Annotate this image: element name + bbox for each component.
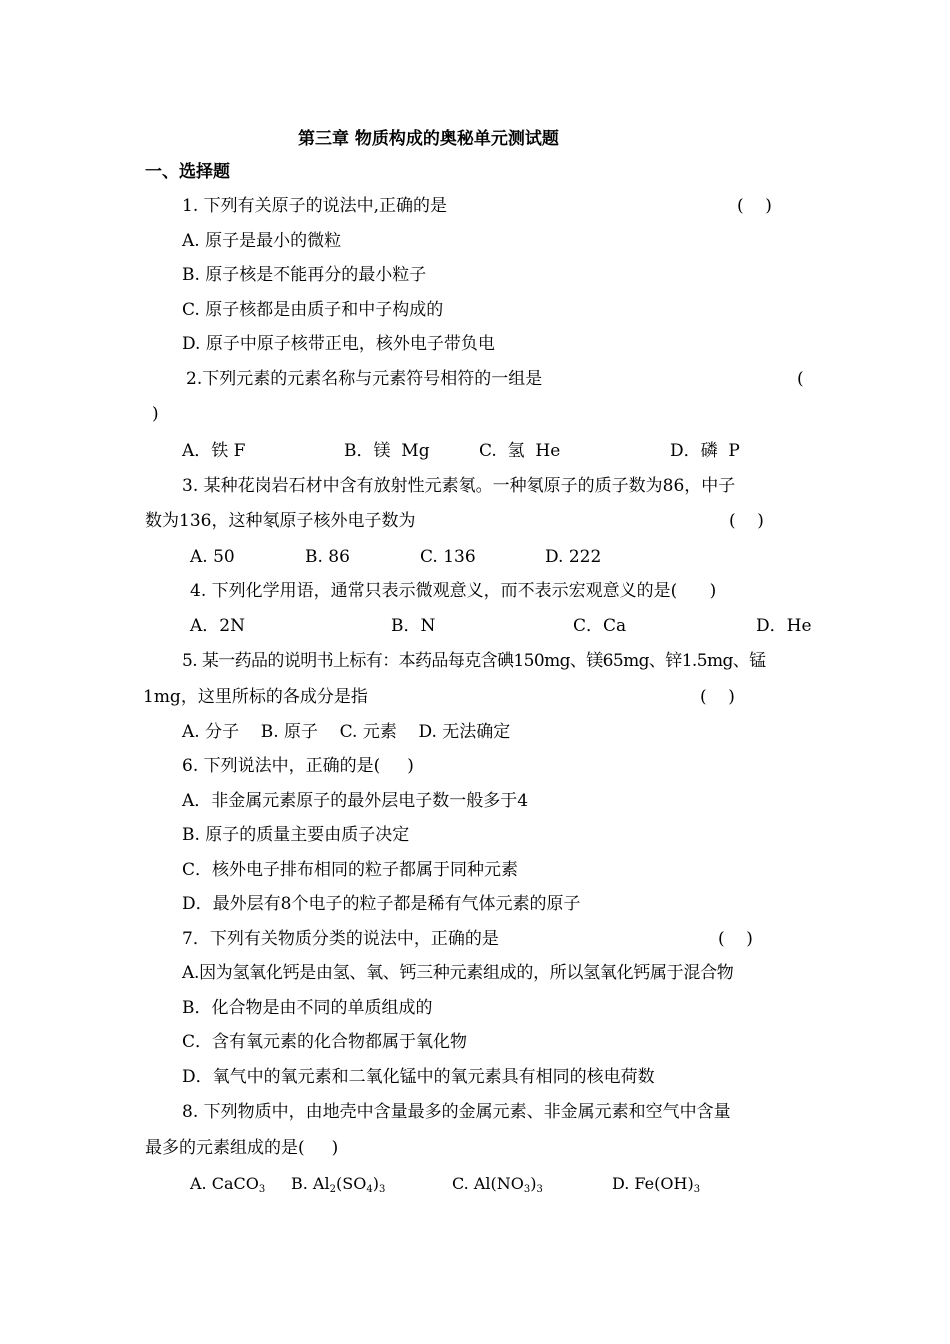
q2-option-c: C. 氢 He	[479, 441, 561, 461]
q2-paren-open: (	[797, 369, 804, 389]
q2-option-a: A．铁 F	[182, 441, 246, 461]
q5-stem-line2: 1mg，这里所标的各成分是指	[143, 687, 368, 707]
q7-answer-paren: ( )	[718, 929, 753, 949]
q3-option-d: D. 222	[545, 547, 602, 567]
q1-option-b: B. 原子核是不能再分的最小粒子	[182, 265, 427, 285]
q5-answer-paren: ( )	[700, 687, 735, 707]
page-title: 第三章 物质构成的奥秘单元测试题	[298, 129, 559, 149]
q7-option-d: D．氧气中的氧元素和二氧化锰中的氧元素具有相同的核电荷数	[182, 1067, 655, 1087]
q8-stem-line1: 8. 下列物质中，由地壳中含量最多的金属元素、非金属元素和空气中含量	[182, 1102, 731, 1122]
q8-option-a: A. CaCO$_3$	[190, 1174, 266, 1195]
q6-stem: 6. 下列说法中，正确的是( )	[182, 756, 414, 776]
q7-stem: 7．下列有关物质分类的说法中，正确的是	[182, 929, 499, 949]
q3-answer-paren: ( )	[729, 511, 764, 531]
q4-option-b: B．N	[391, 616, 436, 636]
q2-stem: 2.下列元素的元素名称与元素符号相符的一组是	[186, 369, 543, 389]
q1-option-c: C. 原子核都是由质子和中子构成的	[182, 300, 444, 320]
q1-option-d: D. 原子中原子核带正电，核外电子带负电	[182, 334, 495, 354]
q7-option-c: C．含有氧元素的化合物都属于氧化物	[182, 1032, 468, 1052]
q8-option-d: D. $Fe(OH)_3$	[612, 1174, 701, 1195]
q2-option-d: D．磷 P	[670, 441, 740, 461]
q6-option-d: D．最外层有8个电子的粒子都是稀有气体元素的原子	[182, 894, 581, 914]
q5-stem-line1: 5. 某一药品的说明书上标有：本药品每克含碘150mg、镁65mg、锌1.5mg、锰	[182, 651, 766, 671]
q5-options: A. 分子 B. 原子 C. 元素 D. 无法确定	[182, 722, 511, 742]
q1-option-a: A. 原子是最小的微粒	[182, 231, 342, 251]
q4-option-a: A．2N	[190, 616, 245, 636]
q8-stem-line2: 最多的元素组成的是( )	[145, 1138, 339, 1158]
q3-option-a: A. 50	[190, 547, 235, 567]
q3-option-c: C. 136	[420, 547, 476, 567]
q4-option-d: D．He	[756, 616, 812, 636]
q7-option-a: A.因为氢氧化钙是由氢、氧、钙三种元素组成的，所以氢氧化钙属于混合物	[182, 963, 734, 983]
q1-stem: 1. 下列有关原子的说法中,正确的是	[182, 196, 448, 216]
q3-stem-line2: 数为136，这种氡原子核外电子数为	[145, 511, 416, 531]
q3-option-b: B. 86	[305, 547, 350, 567]
q2-paren-close: )	[152, 404, 159, 424]
q8-option-b: B. $Al_2(SO_4)_3$	[291, 1174, 386, 1195]
q6-option-c: C．核外电子排布相同的粒子都属于同种元素	[182, 860, 519, 880]
section-heading: 一、选择题	[145, 162, 230, 182]
q2-option-b: B．镁 Mg	[344, 441, 430, 461]
q4-option-c: C．Ca	[573, 616, 627, 636]
q3-stem-line1: 3. 某种花岗岩石材中含有放射性元素氡。一种氡原子的质子数为86，中子	[182, 476, 736, 496]
q4-stem: 4. 下列化学用语，通常只表示微观意义，而不表示宏观意义的是( )	[190, 581, 717, 601]
q6-option-a: A．非金属元素原子的最外层电子数一般多于4	[182, 791, 529, 811]
q6-option-b: B. 原子的质量主要由质子决定	[182, 825, 410, 845]
q7-option-b: B．化合物是由不同的单质组成的	[182, 998, 433, 1018]
q8-option-c: C. $Al(NO_3)_3$	[452, 1174, 543, 1195]
q1-answer-paren: ( )	[737, 196, 772, 216]
